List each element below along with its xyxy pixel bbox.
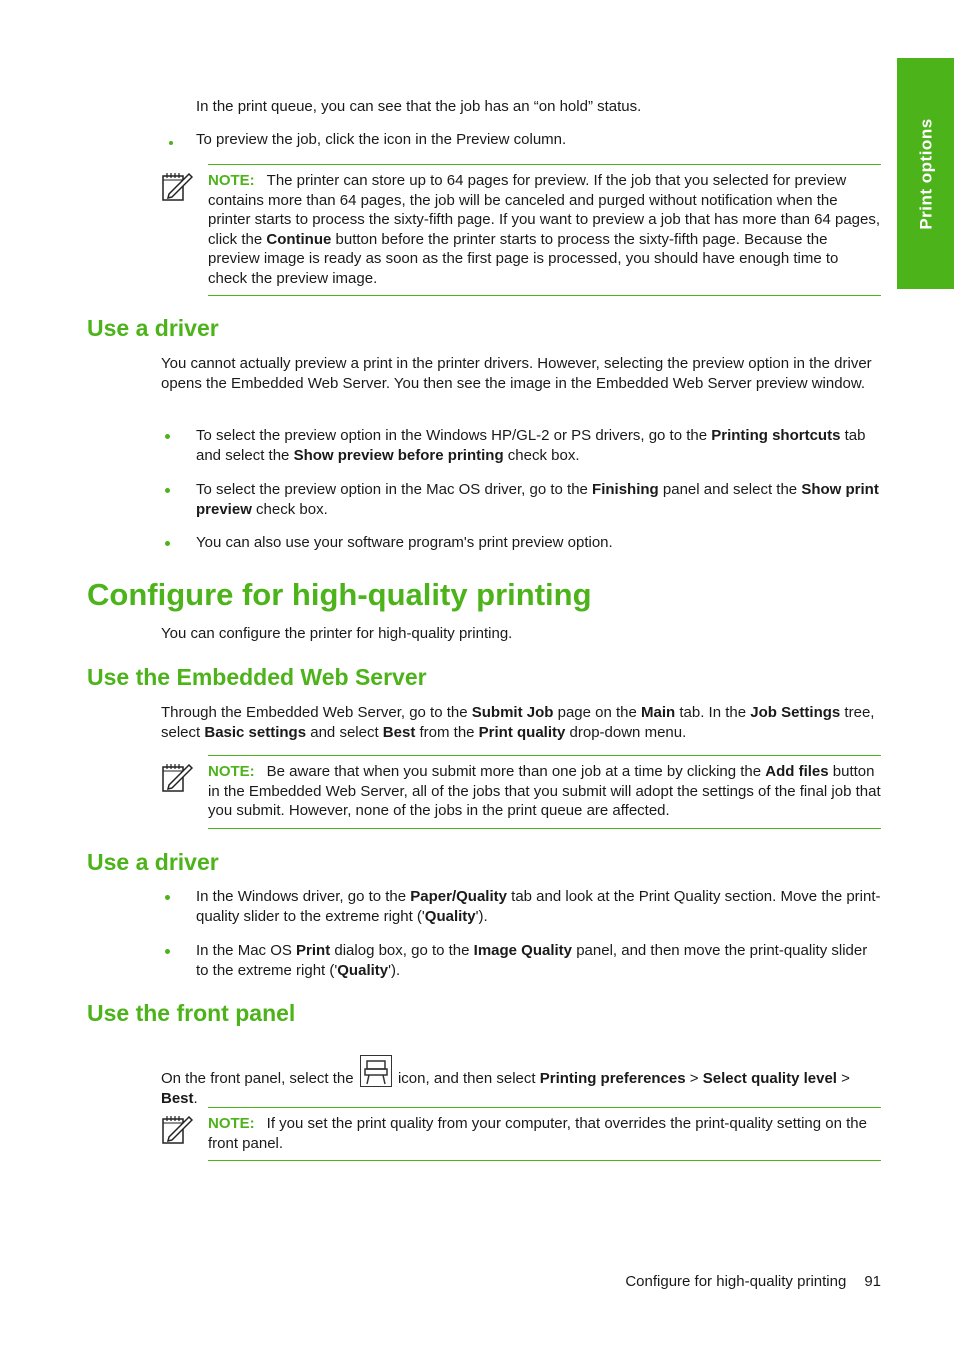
list-item: In the Mac OS Print dialog box, go to the Image Quality panel, and then move the print-quality slider to the extreme right ('Quality'). <box>161 941 883 980</box>
note-icon <box>161 761 193 793</box>
page-footer <box>625 1272 881 1292</box>
section-side-tab <box>897 58 954 289</box>
front-panel-paragraph: On the front panel, select the icon, and then select Printing preferences > Select quality level > Best. <box>161 1055 883 1108</box>
preview-step <box>161 130 883 150</box>
note-icon <box>161 170 193 202</box>
intro-line: In the print queue, you can see that the job has an “on hold” status. <box>196 98 642 115</box>
note-computer-overrides: NOTE: If you set the print quality from your computer, that overrides the print-quality setting on the front panel. <box>161 1107 881 1161</box>
note-icon <box>161 1113 193 1145</box>
list-item: To select the preview option in the Windows HP/GL-2 or PS drivers, go to the Printing shortcuts tab and select the Show preview before printing check box. <box>161 426 883 465</box>
list-item: You can also use your software program's print preview option. <box>161 533 883 553</box>
printer-settings-icon <box>360 1055 392 1087</box>
page-number: 91 <box>864 1273 881 1290</box>
note-preview-limit: NOTE: The printer can store up to 64 pages for preview. If the job that you selected for preview contains more than 64 pages, the job will be canceled and purged without notification when the printer starts to process the sixty-fifth page. If you want to preview a job that has more than 64 pages, click the Continue button before the printer starts to process the sixty-fifth page. Because the preview image is ready as soon as the first page is processed, you should have enough time to check the preview image. <box>161 164 881 296</box>
note-add-files: NOTE: Be aware that when you submit more than one job at a time by clicking the Add files button in the Embedded Web Server, all of the jobs that you submit will adopt the settings of the final job that you submit. However, none of the jobs in the print queue are affected. <box>161 755 881 829</box>
bullet-icon <box>165 541 170 546</box>
list-item: In the Windows driver, go to the Paper/Quality tab and look at the Print Quality section. Move the print-quality slider to the extreme right ('Quality'). <box>161 887 883 926</box>
bullet-icon <box>165 895 170 900</box>
heading-use-ews: Use the Embedded Web Server <box>87 664 427 690</box>
heading-configure-high-quality: Configure for high-quality printing <box>87 577 592 612</box>
footer-title: Configure for high-quality printing <box>625 1273 847 1290</box>
note-label: NOTE: <box>208 172 255 189</box>
step-marker-icon <box>169 141 173 145</box>
heading-use-a-driver-2: Use a driver <box>87 849 219 875</box>
driver-intro-paragraph: You cannot actually preview a print in the printer drivers. However, selecting the preview option in the driver opens the Embedded Web Server. You then see the image in the Embedded Web Server preview window. <box>161 355 872 392</box>
heading-use-front-panel: Use the front panel <box>87 1000 296 1026</box>
preview-line: To preview the job, click the icon in the Preview column. <box>196 131 567 148</box>
note-label: NOTE: <box>208 1115 255 1132</box>
heading-use-a-driver-1: Use a driver <box>87 315 219 341</box>
ews-paragraph: Through the Embedded Web Server, go to the Submit Job page on the Main tab. In the Job Settings tree, select Basic settings and select Best from the Print quality drop-down menu. <box>161 704 875 741</box>
side-tab-label: Print options <box>915 117 935 230</box>
bullet-icon <box>165 949 170 954</box>
note-label: NOTE: <box>208 763 255 780</box>
bullet-icon <box>165 488 170 493</box>
configure-intro: You can configure the printer for high-quality printing. <box>161 625 513 642</box>
bullet-icon <box>165 434 170 439</box>
list-item: To select the preview option in the Mac OS driver, go to the Finishing panel and select the Show print preview check box. <box>161 480 883 519</box>
